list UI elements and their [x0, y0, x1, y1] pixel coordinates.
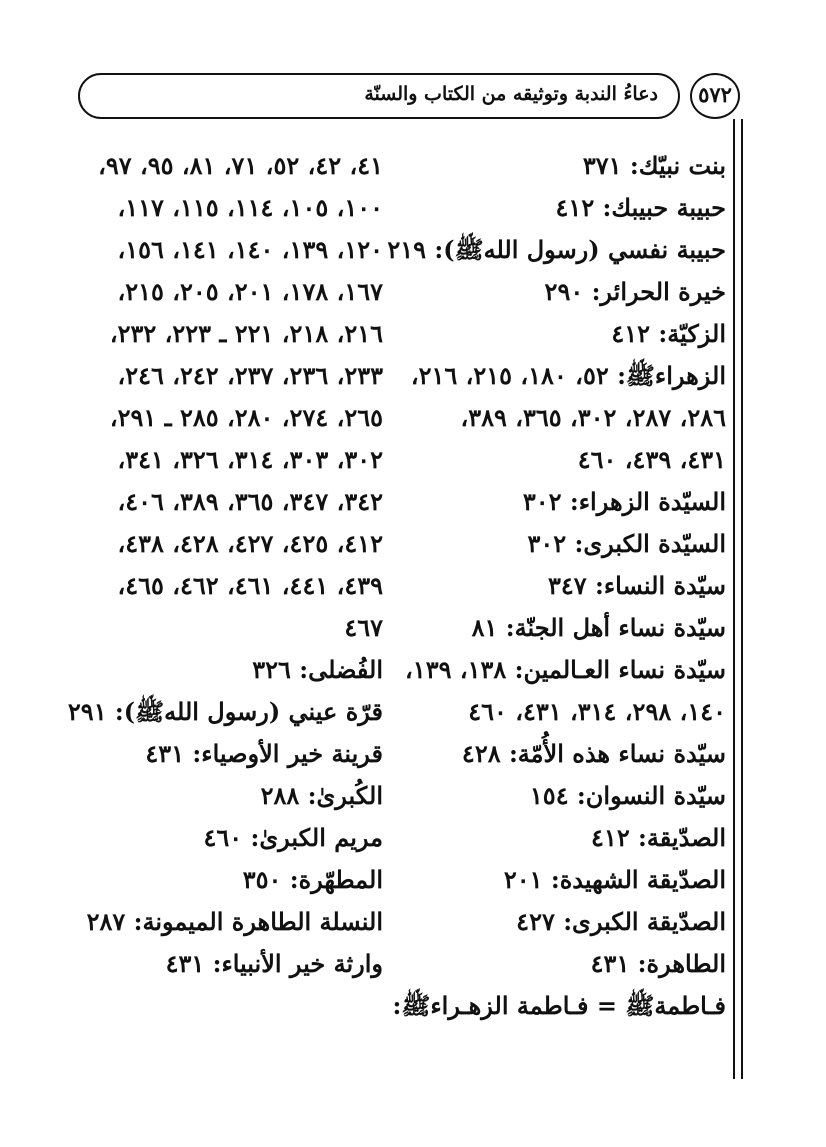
running-header-frame [78, 73, 680, 119]
index-entry: الصدّيقة: ٤١٢ [591, 823, 726, 852]
index-entry-continuation: ٢١٦، ٢١٨، ٢٢١ ـ ٢٢٣، ٢٣٢، [109, 319, 383, 348]
index-entry: سيّدة نساء العـالمين: ١٣٨، ١٣٩، [405, 655, 726, 684]
index-entry-continuation: ٢٦٥، ٢٧٤، ٢٨٠، ٢٨٥ ـ ٢٩١، [109, 403, 383, 432]
index-entry: الزكيّة: ٤١٢ [611, 319, 726, 348]
index-entry: سيّدة نساء هذه الأُمّة: ٤٢٨ [461, 739, 726, 768]
index-entry-continuation: ١٤٠، ٢٩٨، ٣١٤، ٤٣١، ٤٦٠ [468, 697, 726, 726]
index-entry-continuation: ١٦٧، ١٧٨، ٢٠١، ٢٠٥، ٢١٥، [117, 277, 383, 306]
index-entry-continuation: ٣٤٢، ٣٤٧، ٣٦٥، ٣٨٩، ٤٠٦، [117, 487, 383, 516]
index-entry-continuation: ٤٣١، ٤٣٩، ٤٦٠ [577, 445, 726, 474]
margin-rule [733, 119, 735, 1079]
index-entry: المطهّرة: ٣٥٠ [242, 865, 383, 894]
index-entry-continuation: ٤٦٧ [344, 613, 383, 642]
margin-rule [741, 119, 743, 1079]
page-header [0, 0, 826, 130]
index-entry: الصدّيقة الشهيدة: ٢٠١ [503, 865, 726, 894]
index-entry-continuation: ١٠٠، ١٠٥، ١١٤، ١١٥، ١١٧، [117, 193, 383, 222]
index-entry-continuation: ٤١٢، ٤٢٥، ٤٢٧، ٤٢٨، ٤٣٨، [117, 529, 383, 558]
index-entry: قرينة خير الأوصياء: ٤٣١ [145, 739, 383, 768]
index-entry-continuation: ١٢٠، ١٣٩، ١٤٠، ١٤١، ١٥٦، [117, 235, 383, 264]
index-entry-continuation: ٤٣٩، ٤٤١، ٤٦١، ٤٦٢، ٤٦٥، [117, 571, 383, 600]
index-entry: الفُضلى: ٣٢٦ [252, 655, 383, 684]
index-entry: وارثة خير الأنبياء: ٤٣١ [165, 949, 383, 978]
index-entry: حبيبة نفسي (رسول اللهﷺ): ٢١٩ [387, 235, 726, 264]
page-number: ٥٧٢ [690, 73, 740, 119]
index-entry: سيّدة نساء أهل الجنّة: ٨١ [471, 613, 726, 642]
index-entry: حبيبة حبيبك: ٤١٢ [555, 193, 726, 222]
index-entry-continuation: ٢٣٣، ٢٣٦، ٢٣٧، ٢٤٢، ٢٤٦، [117, 361, 383, 390]
index-entry: النسلة الطاهرة الميمونة: ٢٨٧ [86, 907, 383, 936]
index-entry: الصدّيقة الكبرى: ٤٢٧ [516, 907, 726, 936]
index-entry: سيّدة النسوان: ١٥٤ [529, 781, 726, 810]
index-entry: بنت نبيّك: ٣٧١ [582, 151, 726, 180]
index-entry: الزهراءﷺ: ٥٢، ١٨٠، ٢١٥، ٢١٦، [410, 361, 726, 390]
running-header-title: دعاءُ الندبة وتوثيقه من الكتاب والسنّة [364, 83, 658, 105]
index-entry: السيّدة الزهراء: ٣٠٢ [522, 487, 726, 516]
index-entry-continuation: ٤١، ٤٢، ٥٢، ٧١، ٨١، ٩٥، ٩٧، [98, 151, 383, 180]
index-entry: فـاطمةﷺ = فـاطمة الزهـراءﷺ: [392, 991, 726, 1020]
index-entry: الطاهرة: ٤٣١ [590, 949, 726, 978]
index-entry: مريم الكبرىٰ: ٤٦٠ [203, 823, 383, 852]
index-entry-continuation: ٢٨٦، ٢٨٧، ٣٠٢، ٣٦٥، ٣٨٩، [460, 403, 726, 432]
index-entry: خيرة الحرائر: ٢٩٠ [544, 277, 726, 306]
index-entry-continuation: ٣٠٢، ٣٠٣، ٣١٤، ٣٢٦، ٣٤١، [117, 445, 383, 474]
index-entry: سيّدة النساء: ٣٤٧ [548, 571, 726, 600]
index-entry: الكُبرىٰ: ٢٨٨ [260, 781, 383, 810]
index-entry: قرّة عيني (رسول اللهﷺ): ٢٩١ [67, 697, 383, 726]
index-entry: السيّدة الكبرى: ٣٠٢ [527, 529, 726, 558]
